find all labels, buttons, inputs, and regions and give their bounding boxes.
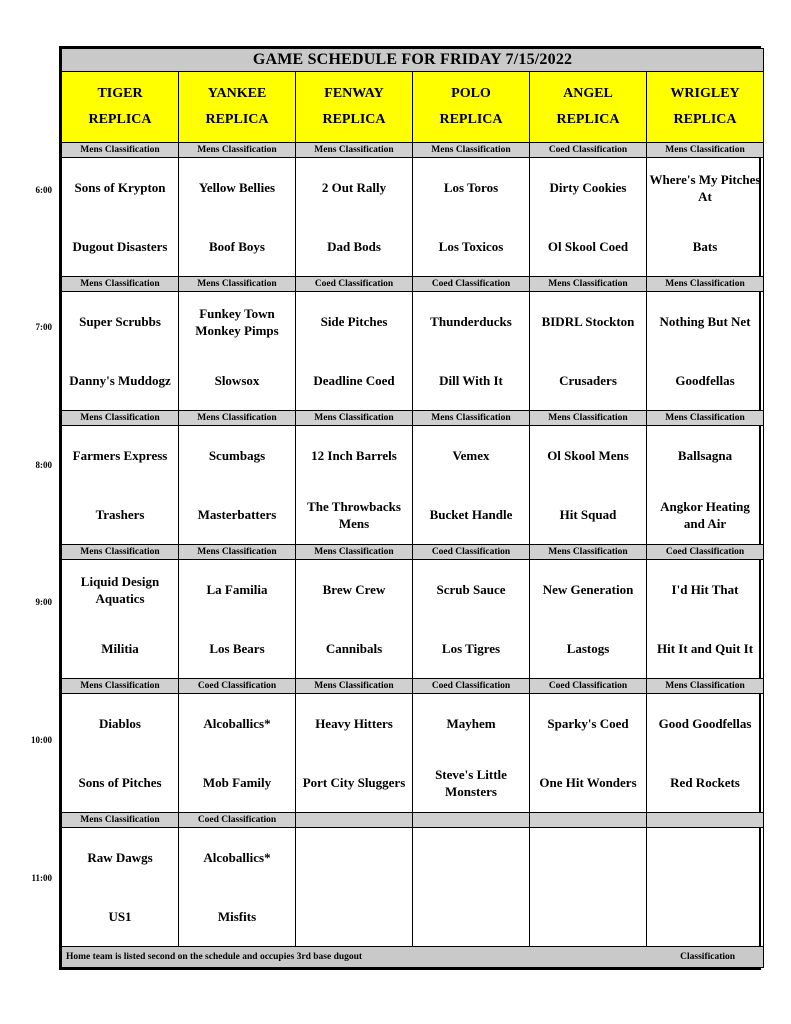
- classification-cell: Coed Classification: [647, 545, 764, 560]
- classification-cell: Mens Classification: [530, 545, 647, 560]
- classification-cell: Mens Classification: [530, 277, 647, 292]
- game-cell: [62, 158, 179, 277]
- away-team: Dirty Cookies: [549, 180, 627, 195]
- away-team: Ol Skool Mens: [547, 448, 629, 463]
- field-header: [179, 72, 296, 143]
- classification-cell: Mens Classification: [62, 545, 179, 560]
- classification-cell: Coed Classification: [413, 545, 530, 560]
- field-header: [647, 72, 764, 143]
- home-team: Slowsox: [214, 373, 260, 388]
- classification-cell: Mens Classification: [179, 277, 296, 292]
- home-team: Angkor Heating and Air: [660, 498, 750, 531]
- classification-row: [62, 679, 764, 694]
- away-team: Sons of Krypton: [74, 180, 166, 195]
- game-cell: [413, 292, 530, 411]
- classification-cell: Mens Classification: [179, 545, 296, 560]
- home-team: Port City Sluggers: [302, 775, 406, 790]
- away-team: Farmers Express: [72, 448, 168, 463]
- classification-cell: Mens Classification: [647, 411, 764, 426]
- classification-cell: [530, 813, 647, 828]
- classification-cell: Mens Classification: [413, 411, 530, 426]
- game-cell: [296, 694, 413, 813]
- game-cell: [647, 694, 764, 813]
- game-cell: [530, 560, 647, 679]
- game-cell: [62, 694, 179, 813]
- classification-cell: Coed Classification: [413, 277, 530, 292]
- classification-cell: Mens Classification: [530, 411, 647, 426]
- home-team: The Throwbacks Mens: [307, 498, 401, 531]
- classification-row: [62, 813, 764, 828]
- field-name: YANKEE: [207, 86, 267, 101]
- away-team: Thunderducks: [430, 314, 512, 329]
- game-cell: [413, 560, 530, 679]
- away-team: New Generation: [542, 582, 634, 597]
- home-team: Lastogs: [566, 641, 610, 656]
- away-team: Brew Crew: [322, 582, 386, 597]
- game-cell: [413, 158, 530, 277]
- game-cell: [413, 426, 530, 545]
- away-team: [415, 828, 527, 887]
- game-cell: [179, 560, 296, 679]
- field-header: [62, 72, 179, 143]
- classification-cell: Mens Classification: [296, 545, 413, 560]
- away-team: Scumbags: [208, 448, 266, 463]
- classification-cell: Mens Classification: [62, 277, 179, 292]
- game-cell: [296, 560, 413, 679]
- time-label: 10:00: [31, 735, 52, 745]
- away-team: Scrub Sauce: [436, 582, 506, 597]
- away-team: Diablos: [99, 716, 141, 731]
- away-team: Mayhem: [446, 716, 496, 731]
- field-sub: REPLICA: [205, 112, 269, 127]
- footer-classification: Classification: [680, 952, 736, 962]
- classification-cell: Coed Classification: [179, 679, 296, 694]
- game-row: [62, 292, 764, 411]
- field-sub: REPLICA: [322, 112, 386, 127]
- game-cell: [530, 694, 647, 813]
- away-team: [298, 828, 410, 887]
- field-header-row: [62, 72, 764, 143]
- classification-cell: Mens Classification: [296, 679, 413, 694]
- classification-cell: Mens Classification: [413, 143, 530, 158]
- home-team: Masterbatters: [197, 507, 277, 522]
- home-team: Red Rockets: [670, 775, 740, 790]
- time-label: 7:00: [35, 322, 52, 332]
- game-cell: [530, 426, 647, 545]
- home-team: Ol Skool Coed: [547, 239, 629, 254]
- game-cell: [62, 828, 179, 947]
- game-cell: [647, 158, 764, 277]
- field-name: ANGEL: [563, 86, 613, 101]
- home-team: Deadline Coed: [313, 373, 395, 388]
- home-team: Sons of Pitches: [78, 775, 162, 790]
- home-team: Crusaders: [559, 373, 617, 388]
- classification-cell: Coed Classification: [530, 143, 647, 158]
- classification-cell: Mens Classification: [296, 143, 413, 158]
- away-team: Heavy Hitters: [315, 716, 393, 731]
- home-team: [298, 887, 410, 946]
- schedule-footer: [62, 947, 764, 968]
- game-cell: [413, 694, 530, 813]
- classification-cell: Coed Classification: [179, 813, 296, 828]
- away-team: Alcoballics*: [203, 850, 271, 865]
- game-cell: [296, 426, 413, 545]
- classification-cell: Coed Classification: [413, 679, 530, 694]
- game-cell: [179, 426, 296, 545]
- away-team: 2 Out Rally: [321, 180, 387, 195]
- game-cell: [530, 158, 647, 277]
- home-team: Militia: [101, 641, 139, 656]
- time-label: 9:00: [35, 597, 52, 607]
- home-team: One Hit Wonders: [539, 775, 637, 790]
- schedule-table: [59, 46, 761, 970]
- game-cell: [62, 560, 179, 679]
- home-team: Los Tigres: [441, 641, 501, 656]
- game-cell: [530, 828, 647, 947]
- away-team: I'd Hit That: [671, 582, 739, 597]
- schedule-title: GAME SCHEDULE FOR FRIDAY 7/15/2022: [62, 49, 764, 72]
- home-team: Hit Squad: [559, 507, 617, 522]
- away-team: Sparky's Coed: [547, 716, 629, 731]
- home-team: Cannibals: [325, 641, 383, 656]
- game-cell: [413, 828, 530, 947]
- classification-cell: Mens Classification: [296, 411, 413, 426]
- game-cell: [647, 292, 764, 411]
- field-header: [530, 72, 647, 143]
- away-team: Funkey Town Monkey Pimps: [195, 305, 279, 338]
- footer-note: Home team is listed second on the schedule and occupies 3rd base dugout: [66, 952, 363, 962]
- classification-cell: Mens Classification: [647, 679, 764, 694]
- home-team: Los Bears: [209, 641, 265, 656]
- time-label: 8:00: [35, 460, 52, 470]
- classification-cell: [413, 813, 530, 828]
- away-team: Ballsagna: [677, 448, 733, 463]
- game-cell: [179, 158, 296, 277]
- field-sub: REPLICA: [439, 112, 503, 127]
- away-team: Where's My Pitches At: [649, 171, 761, 204]
- game-cell: [62, 292, 179, 411]
- away-team: Good Goodfellas: [658, 716, 752, 731]
- game-row: [62, 828, 764, 947]
- home-team: Steve's Little Monsters: [435, 766, 507, 799]
- classification-cell: [296, 813, 413, 828]
- away-team: [532, 828, 644, 887]
- game-cell: [647, 828, 764, 947]
- home-team: [415, 887, 527, 946]
- field-name: POLO: [451, 86, 491, 101]
- classification-cell: Coed Classification: [530, 679, 647, 694]
- game-row: [62, 426, 764, 545]
- field-name: WRIGLEY: [670, 86, 740, 101]
- classification-cell: Coed Classification: [296, 277, 413, 292]
- away-team: Nothing But Net: [659, 314, 751, 329]
- classification-cell: Mens Classification: [62, 813, 179, 828]
- away-team: Raw Dawgs: [87, 850, 153, 865]
- game-cell: [296, 158, 413, 277]
- away-team: Alcoballics*: [203, 716, 271, 731]
- away-team: Side Pitches: [320, 314, 388, 329]
- home-team: Los Toxicos: [438, 239, 504, 254]
- home-team: Dad Bods: [327, 239, 381, 254]
- field-name: TIGER: [97, 86, 143, 101]
- classification-cell: Mens Classification: [62, 679, 179, 694]
- away-team: 12 Inch Barrels: [311, 448, 397, 463]
- home-team: Misfits: [217, 909, 257, 924]
- classification-cell: Mens Classification: [62, 411, 179, 426]
- away-team: BIDRL Stockton: [541, 314, 635, 329]
- home-team: [649, 887, 761, 946]
- away-team: Liquid Design Aquatics: [80, 573, 160, 606]
- away-team: Super Scrubbs: [79, 314, 161, 329]
- home-team: Trashers: [95, 507, 145, 522]
- game-cell: [179, 694, 296, 813]
- game-row: [62, 158, 764, 277]
- home-team: Goodfellas: [675, 373, 735, 388]
- away-team: La Familia: [206, 582, 268, 597]
- classification-row: [62, 143, 764, 158]
- away-team: Vemex: [452, 448, 490, 463]
- classification-cell: Mens Classification: [179, 411, 296, 426]
- home-team: Hit It and Quit It: [656, 641, 754, 656]
- game-cell: [647, 560, 764, 679]
- game-row: [62, 560, 764, 679]
- home-team: US1: [108, 909, 132, 924]
- field-header: [296, 72, 413, 143]
- home-team: [532, 887, 644, 946]
- away-team: [649, 828, 761, 887]
- field-header: [413, 72, 530, 143]
- away-team: Yellow Bellies: [198, 180, 276, 195]
- classification-cell: Mens Classification: [179, 143, 296, 158]
- away-team: Los Toros: [443, 180, 499, 195]
- game-cell: [179, 828, 296, 947]
- home-team: Bats: [692, 239, 718, 254]
- field-name: FENWAY: [324, 86, 384, 101]
- home-team: Danny's Muddogz: [69, 373, 171, 388]
- classification-cell: [647, 813, 764, 828]
- game-cell: [62, 426, 179, 545]
- classification-cell: Mens Classification: [647, 277, 764, 292]
- game-cell: [296, 828, 413, 947]
- home-team: Mob Family: [202, 775, 272, 790]
- classification-row: [62, 545, 764, 560]
- classification-row: [62, 277, 764, 292]
- home-team: Dill With It: [439, 373, 503, 388]
- home-team: Boof Boys: [209, 239, 265, 254]
- field-sub: REPLICA: [673, 112, 737, 127]
- field-sub: REPLICA: [556, 112, 620, 127]
- home-team: Dugout Disasters: [72, 239, 168, 254]
- game-cell: [530, 292, 647, 411]
- time-label: 11:00: [31, 873, 52, 883]
- home-team: Bucket Handle: [429, 507, 513, 522]
- classification-cell: Mens Classification: [647, 143, 764, 158]
- classification-row: [62, 411, 764, 426]
- classification-cell: Mens Classification: [62, 143, 179, 158]
- field-sub: REPLICA: [88, 112, 152, 127]
- game-cell: [179, 292, 296, 411]
- time-label: 6:00: [35, 185, 52, 195]
- game-cell: [296, 292, 413, 411]
- game-cell: [647, 426, 764, 545]
- game-row: [62, 694, 764, 813]
